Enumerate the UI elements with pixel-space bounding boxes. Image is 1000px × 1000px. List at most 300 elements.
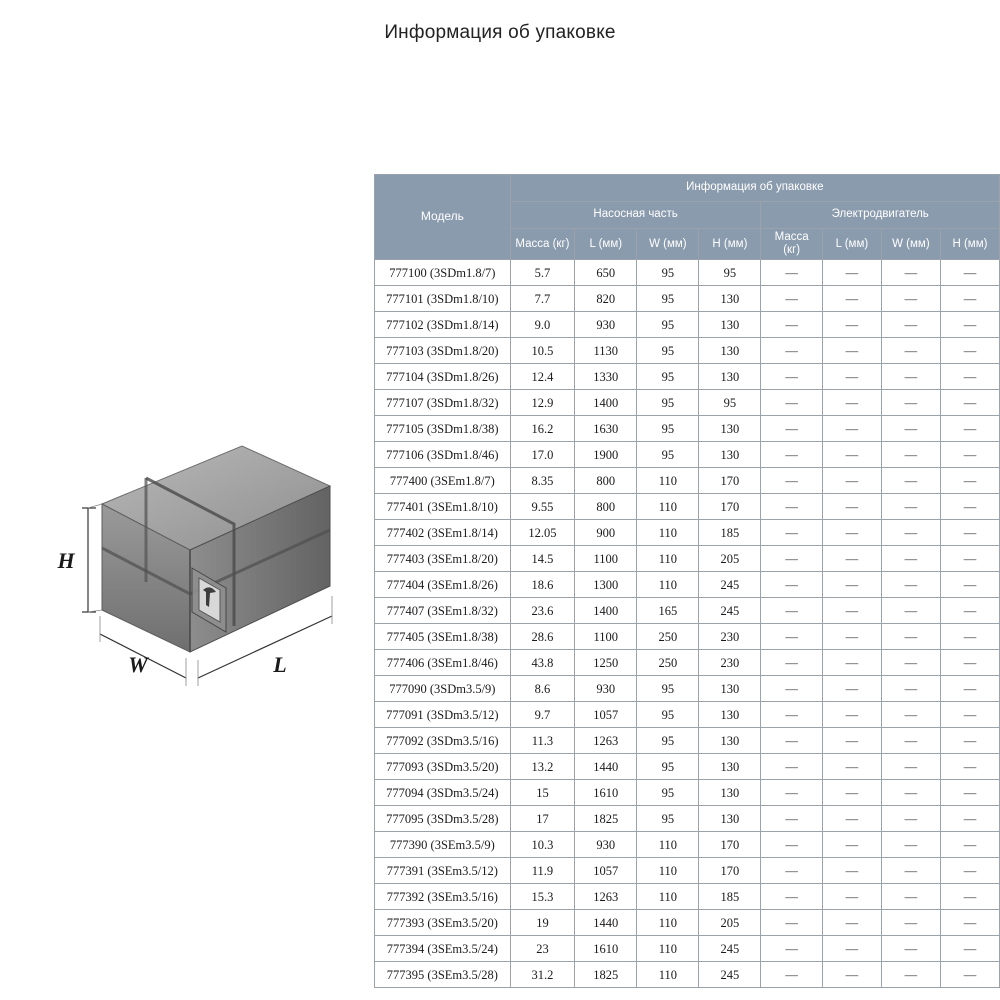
cell-model: 777393 (3SEm3.5/20) bbox=[375, 910, 511, 936]
cell-motor-l: — bbox=[822, 260, 881, 286]
cell-pump-h: 205 bbox=[699, 910, 761, 936]
cell-motor-w: — bbox=[881, 858, 940, 884]
table-row bbox=[375, 364, 1000, 390]
cell-motor-h: — bbox=[940, 520, 999, 546]
column-header-pump-h: H (мм) bbox=[699, 229, 761, 260]
cell-pump-h: 185 bbox=[699, 520, 761, 546]
cell-pump-w: 110 bbox=[637, 936, 699, 962]
cell-pump-l: 1057 bbox=[575, 858, 637, 884]
table-header-row-1 bbox=[375, 175, 1000, 202]
column-header-motor-mass: Масса (кг) bbox=[761, 229, 822, 260]
cell-pump-h: 170 bbox=[699, 468, 761, 494]
cell-motor-w: — bbox=[881, 442, 940, 468]
cell-pump-h: 230 bbox=[699, 624, 761, 650]
cell-model: 777402 (3SEm1.8/14) bbox=[375, 520, 511, 546]
cell-pump-h: 230 bbox=[699, 650, 761, 676]
cell-pump-w: 110 bbox=[637, 520, 699, 546]
table-row bbox=[375, 598, 1000, 624]
cell-pump-h: 130 bbox=[699, 442, 761, 468]
cell-pump-l: 1250 bbox=[575, 650, 637, 676]
cell-motor-mass: — bbox=[761, 728, 822, 754]
cell-motor-w: — bbox=[881, 962, 940, 988]
column-header-motor-w: W (мм) bbox=[881, 229, 940, 260]
cell-motor-l: — bbox=[822, 520, 881, 546]
cell-motor-h: — bbox=[940, 702, 999, 728]
cell-model: 777105 (3SDm1.8/38) bbox=[375, 416, 511, 442]
table-row bbox=[375, 936, 1000, 962]
cell-model: 777091 (3SDm3.5/12) bbox=[375, 702, 511, 728]
cell-motor-h: — bbox=[940, 832, 999, 858]
cell-motor-mass: — bbox=[761, 416, 822, 442]
cell-pump-h: 185 bbox=[699, 884, 761, 910]
table-row bbox=[375, 494, 1000, 520]
cell-pump-l: 1440 bbox=[575, 910, 637, 936]
dim-height-guide-top bbox=[88, 504, 102, 508]
cell-motor-mass: — bbox=[761, 910, 822, 936]
cell-motor-l: — bbox=[822, 572, 881, 598]
cell-pump-mass: 31.2 bbox=[510, 962, 575, 988]
column-header-motor-l: L (мм) bbox=[822, 229, 881, 260]
cell-pump-mass: 8.6 bbox=[510, 676, 575, 702]
cell-motor-h: — bbox=[940, 546, 999, 572]
box-diagram-svg bbox=[40, 420, 360, 700]
cell-pump-w: 110 bbox=[637, 962, 699, 988]
cell-pump-l: 1630 bbox=[575, 416, 637, 442]
column-header-motor-h: H (мм) bbox=[940, 229, 999, 260]
cell-motor-w: — bbox=[881, 650, 940, 676]
cell-motor-mass: — bbox=[761, 884, 822, 910]
cell-motor-w: — bbox=[881, 598, 940, 624]
cell-motor-h: — bbox=[940, 260, 999, 286]
cell-motor-h: — bbox=[940, 598, 999, 624]
cell-motor-w: — bbox=[881, 364, 940, 390]
cell-motor-h: — bbox=[940, 338, 999, 364]
package-box-illustration bbox=[40, 420, 360, 700]
cell-pump-w: 110 bbox=[637, 494, 699, 520]
cell-motor-mass: — bbox=[761, 572, 822, 598]
table-row bbox=[375, 650, 1000, 676]
cell-motor-w: — bbox=[881, 832, 940, 858]
cell-motor-w: — bbox=[881, 676, 940, 702]
package-info-table bbox=[374, 174, 1000, 988]
table-row bbox=[375, 546, 1000, 572]
cell-motor-h: — bbox=[940, 650, 999, 676]
cell-motor-mass: — bbox=[761, 858, 822, 884]
cell-pump-l: 800 bbox=[575, 494, 637, 520]
cell-pump-mass: 14.5 bbox=[510, 546, 575, 572]
cell-motor-l: — bbox=[822, 650, 881, 676]
cell-model: 777401 (3SEm1.8/10) bbox=[375, 494, 511, 520]
cell-pump-w: 95 bbox=[637, 338, 699, 364]
cell-motor-w: — bbox=[881, 468, 940, 494]
cell-motor-w: — bbox=[881, 520, 940, 546]
cell-pump-w: 110 bbox=[637, 832, 699, 858]
cell-pump-h: 130 bbox=[699, 416, 761, 442]
cell-motor-w: — bbox=[881, 494, 940, 520]
cell-pump-l: 930 bbox=[575, 676, 637, 702]
cell-motor-h: — bbox=[940, 806, 999, 832]
cell-motor-w: — bbox=[881, 624, 940, 650]
cell-motor-w: — bbox=[881, 910, 940, 936]
cell-pump-l: 1400 bbox=[575, 598, 637, 624]
cell-motor-mass: — bbox=[761, 702, 822, 728]
cell-pump-w: 95 bbox=[637, 312, 699, 338]
cell-motor-l: — bbox=[822, 364, 881, 390]
cell-pump-mass: 23.6 bbox=[510, 598, 575, 624]
cell-model: 777107 (3SDm1.8/32) bbox=[375, 390, 511, 416]
cell-pump-l: 1330 bbox=[575, 364, 637, 390]
cell-pump-mass: 9.55 bbox=[510, 494, 575, 520]
table-row bbox=[375, 676, 1000, 702]
cell-model: 777403 (3SEm1.8/20) bbox=[375, 546, 511, 572]
cell-motor-mass: — bbox=[761, 832, 822, 858]
cell-motor-h: — bbox=[940, 676, 999, 702]
table-header bbox=[375, 175, 1000, 260]
table-row bbox=[375, 286, 1000, 312]
cell-motor-h: — bbox=[940, 312, 999, 338]
table-row bbox=[375, 260, 1000, 286]
table-row bbox=[375, 416, 1000, 442]
cell-motor-mass: — bbox=[761, 754, 822, 780]
cell-motor-w: — bbox=[881, 936, 940, 962]
cell-motor-l: — bbox=[822, 624, 881, 650]
cell-model: 777406 (3SEm1.8/46) bbox=[375, 650, 511, 676]
cell-model: 777094 (3SDm3.5/24) bbox=[375, 780, 511, 806]
cell-motor-l: — bbox=[822, 884, 881, 910]
table-row bbox=[375, 884, 1000, 910]
table-row bbox=[375, 728, 1000, 754]
cell-pump-l: 930 bbox=[575, 832, 637, 858]
cell-motor-w: — bbox=[881, 312, 940, 338]
cell-pump-w: 95 bbox=[637, 728, 699, 754]
cell-model: 777400 (3SEm1.8/7) bbox=[375, 468, 511, 494]
cell-pump-w: 110 bbox=[637, 572, 699, 598]
table-row bbox=[375, 520, 1000, 546]
cell-pump-mass: 18.6 bbox=[510, 572, 575, 598]
table-row bbox=[375, 572, 1000, 598]
table-row bbox=[375, 624, 1000, 650]
cell-motor-mass: — bbox=[761, 520, 822, 546]
cell-pump-h: 130 bbox=[699, 806, 761, 832]
table-row bbox=[375, 442, 1000, 468]
table-row bbox=[375, 780, 1000, 806]
cell-pump-h: 130 bbox=[699, 312, 761, 338]
cell-pump-h: 130 bbox=[699, 780, 761, 806]
cell-motor-h: — bbox=[940, 884, 999, 910]
cell-motor-mass: — bbox=[761, 494, 822, 520]
cell-pump-l: 1057 bbox=[575, 702, 637, 728]
column-header-pump-mass: Масса (кг) bbox=[510, 229, 575, 260]
cell-motor-mass: — bbox=[761, 936, 822, 962]
table-row bbox=[375, 312, 1000, 338]
cell-pump-mass: 17 bbox=[510, 806, 575, 832]
cell-motor-mass: — bbox=[761, 806, 822, 832]
cell-model: 777101 (3SDm1.8/10) bbox=[375, 286, 511, 312]
cell-model: 777090 (3SDm3.5/9) bbox=[375, 676, 511, 702]
cell-pump-h: 170 bbox=[699, 494, 761, 520]
cell-motor-mass: — bbox=[761, 676, 822, 702]
cell-motor-w: — bbox=[881, 546, 940, 572]
column-header-pump-l: L (мм) bbox=[575, 229, 637, 260]
cell-pump-w: 250 bbox=[637, 624, 699, 650]
cell-pump-mass: 15.3 bbox=[510, 884, 575, 910]
cell-motor-mass: — bbox=[761, 312, 822, 338]
cell-pump-l: 1263 bbox=[575, 884, 637, 910]
cell-model: 777395 (3SEm3.5/28) bbox=[375, 962, 511, 988]
column-header-package-info: Информация об упаковке bbox=[510, 175, 999, 202]
cell-model: 777093 (3SDm3.5/20) bbox=[375, 754, 511, 780]
cell-pump-h: 205 bbox=[699, 546, 761, 572]
cell-motor-mass: — bbox=[761, 364, 822, 390]
cell-pump-mass: 15 bbox=[510, 780, 575, 806]
cell-pump-mass: 12.05 bbox=[510, 520, 575, 546]
cell-motor-mass: — bbox=[761, 650, 822, 676]
cell-motor-l: — bbox=[822, 936, 881, 962]
cell-pump-w: 110 bbox=[637, 884, 699, 910]
cell-motor-h: — bbox=[940, 494, 999, 520]
cell-pump-l: 1300 bbox=[575, 572, 637, 598]
cell-motor-h: — bbox=[940, 624, 999, 650]
cell-motor-h: — bbox=[940, 780, 999, 806]
cell-pump-mass: 43.8 bbox=[510, 650, 575, 676]
cell-motor-l: — bbox=[822, 858, 881, 884]
table-row bbox=[375, 702, 1000, 728]
cell-pump-w: 95 bbox=[637, 286, 699, 312]
cell-motor-h: — bbox=[940, 728, 999, 754]
cell-pump-w: 95 bbox=[637, 676, 699, 702]
cell-model: 777407 (3SEm1.8/32) bbox=[375, 598, 511, 624]
cell-pump-w: 110 bbox=[637, 858, 699, 884]
cell-pump-mass: 9.0 bbox=[510, 312, 575, 338]
cell-motor-mass: — bbox=[761, 390, 822, 416]
cell-pump-mass: 9.7 bbox=[510, 702, 575, 728]
cell-model: 777102 (3SDm1.8/14) bbox=[375, 312, 511, 338]
cell-pump-w: 95 bbox=[637, 390, 699, 416]
dimension-label-height: H bbox=[57, 548, 75, 573]
cell-motor-mass: — bbox=[761, 624, 822, 650]
cell-pump-l: 930 bbox=[575, 312, 637, 338]
cell-model: 777391 (3SEm3.5/12) bbox=[375, 858, 511, 884]
cell-pump-w: 95 bbox=[637, 780, 699, 806]
cell-motor-l: — bbox=[822, 468, 881, 494]
cell-model: 777100 (3SDm1.8/7) bbox=[375, 260, 511, 286]
table-row bbox=[375, 910, 1000, 936]
cell-motor-l: — bbox=[822, 442, 881, 468]
cell-pump-w: 95 bbox=[637, 806, 699, 832]
cell-pump-w: 95 bbox=[637, 442, 699, 468]
cell-pump-l: 650 bbox=[575, 260, 637, 286]
cell-motor-l: — bbox=[822, 676, 881, 702]
cell-motor-w: — bbox=[881, 416, 940, 442]
cell-motor-l: — bbox=[822, 754, 881, 780]
cell-pump-l: 800 bbox=[575, 468, 637, 494]
cell-motor-w: — bbox=[881, 286, 940, 312]
cell-motor-h: — bbox=[940, 858, 999, 884]
cell-motor-mass: — bbox=[761, 468, 822, 494]
table-row bbox=[375, 468, 1000, 494]
cell-motor-l: — bbox=[822, 312, 881, 338]
cell-pump-h: 95 bbox=[699, 260, 761, 286]
cell-motor-w: — bbox=[881, 338, 940, 364]
cell-pump-l: 1610 bbox=[575, 936, 637, 962]
cell-pump-h: 130 bbox=[699, 702, 761, 728]
cell-motor-l: — bbox=[822, 702, 881, 728]
cell-pump-h: 170 bbox=[699, 858, 761, 884]
cell-motor-mass: — bbox=[761, 338, 822, 364]
cell-pump-h: 95 bbox=[699, 390, 761, 416]
cell-pump-l: 1130 bbox=[575, 338, 637, 364]
table-row bbox=[375, 962, 1000, 988]
cell-motor-mass: — bbox=[761, 962, 822, 988]
cell-motor-h: — bbox=[940, 910, 999, 936]
cell-motor-h: — bbox=[940, 936, 999, 962]
cell-pump-h: 245 bbox=[699, 962, 761, 988]
cell-pump-w: 95 bbox=[637, 702, 699, 728]
cell-pump-l: 1400 bbox=[575, 390, 637, 416]
cell-pump-l: 1825 bbox=[575, 962, 637, 988]
cell-motor-w: — bbox=[881, 754, 940, 780]
cell-motor-h: — bbox=[940, 442, 999, 468]
cell-motor-h: — bbox=[940, 572, 999, 598]
cell-pump-mass: 7.7 bbox=[510, 286, 575, 312]
cell-model: 777390 (3SEm3.5/9) bbox=[375, 832, 511, 858]
cell-pump-w: 110 bbox=[637, 910, 699, 936]
cell-pump-l: 1440 bbox=[575, 754, 637, 780]
table-row bbox=[375, 754, 1000, 780]
table-body bbox=[375, 260, 1000, 988]
cell-pump-mass: 28.6 bbox=[510, 624, 575, 650]
dimension-label-length: L bbox=[273, 652, 287, 677]
cell-pump-h: 130 bbox=[699, 754, 761, 780]
dimension-label-width: W bbox=[128, 652, 148, 677]
cell-motor-l: — bbox=[822, 910, 881, 936]
cell-motor-h: — bbox=[940, 962, 999, 988]
cell-motor-w: — bbox=[881, 260, 940, 286]
cell-pump-w: 110 bbox=[637, 468, 699, 494]
cell-motor-h: — bbox=[940, 364, 999, 390]
cell-motor-l: — bbox=[822, 780, 881, 806]
table-row bbox=[375, 806, 1000, 832]
column-header-pump-w: W (мм) bbox=[637, 229, 699, 260]
cell-pump-mass: 5.7 bbox=[510, 260, 575, 286]
cell-model: 777392 (3SEm3.5/16) bbox=[375, 884, 511, 910]
cell-motor-h: — bbox=[940, 468, 999, 494]
cell-pump-h: 130 bbox=[699, 364, 761, 390]
cell-motor-h: — bbox=[940, 390, 999, 416]
cell-motor-l: — bbox=[822, 416, 881, 442]
cell-motor-l: — bbox=[822, 390, 881, 416]
cell-pump-w: 165 bbox=[637, 598, 699, 624]
cell-pump-mass: 11.9 bbox=[510, 858, 575, 884]
cell-pump-w: 110 bbox=[637, 546, 699, 572]
cell-pump-l: 1825 bbox=[575, 806, 637, 832]
table-row bbox=[375, 390, 1000, 416]
cell-pump-mass: 10.5 bbox=[510, 338, 575, 364]
cell-pump-mass: 11.3 bbox=[510, 728, 575, 754]
column-group-motor: Электродвигатель bbox=[761, 202, 1000, 229]
cell-motor-l: — bbox=[822, 832, 881, 858]
cell-model: 777394 (3SEm3.5/24) bbox=[375, 936, 511, 962]
cell-pump-mass: 12.9 bbox=[510, 390, 575, 416]
cell-model: 777404 (3SEm1.8/26) bbox=[375, 572, 511, 598]
cell-model: 777095 (3SDm3.5/28) bbox=[375, 806, 511, 832]
cell-pump-w: 95 bbox=[637, 754, 699, 780]
cell-pump-mass: 19 bbox=[510, 910, 575, 936]
cell-motor-l: — bbox=[822, 338, 881, 364]
cell-motor-mass: — bbox=[761, 286, 822, 312]
cell-model: 777103 (3SDm1.8/20) bbox=[375, 338, 511, 364]
table-row bbox=[375, 832, 1000, 858]
cell-model: 777106 (3SDm1.8/46) bbox=[375, 442, 511, 468]
cell-pump-l: 820 bbox=[575, 286, 637, 312]
cell-motor-mass: — bbox=[761, 780, 822, 806]
cell-motor-w: — bbox=[881, 728, 940, 754]
cell-pump-h: 170 bbox=[699, 832, 761, 858]
cell-pump-l: 1900 bbox=[575, 442, 637, 468]
cell-motor-l: — bbox=[822, 286, 881, 312]
cell-motor-l: — bbox=[822, 598, 881, 624]
cell-pump-l: 900 bbox=[575, 520, 637, 546]
cell-motor-h: — bbox=[940, 286, 999, 312]
cell-motor-l: — bbox=[822, 546, 881, 572]
cell-pump-l: 1100 bbox=[575, 624, 637, 650]
cell-pump-h: 130 bbox=[699, 286, 761, 312]
column-header-model: Модель bbox=[375, 175, 511, 260]
cell-pump-h: 130 bbox=[699, 338, 761, 364]
cell-pump-l: 1100 bbox=[575, 546, 637, 572]
cell-motor-w: — bbox=[881, 572, 940, 598]
cell-motor-w: — bbox=[881, 884, 940, 910]
table-row bbox=[375, 338, 1000, 364]
cell-model: 777092 (3SDm3.5/16) bbox=[375, 728, 511, 754]
cell-motor-l: — bbox=[822, 806, 881, 832]
cell-pump-mass: 23 bbox=[510, 936, 575, 962]
cell-motor-w: — bbox=[881, 390, 940, 416]
cell-pump-mass: 13.2 bbox=[510, 754, 575, 780]
cell-pump-mass: 16.2 bbox=[510, 416, 575, 442]
cell-pump-h: 245 bbox=[699, 598, 761, 624]
cell-pump-mass: 12.4 bbox=[510, 364, 575, 390]
cell-motor-l: — bbox=[822, 494, 881, 520]
cell-pump-mass: 17.0 bbox=[510, 442, 575, 468]
cell-pump-w: 95 bbox=[637, 364, 699, 390]
cell-model: 777405 (3SEm1.8/38) bbox=[375, 624, 511, 650]
cell-pump-l: 1263 bbox=[575, 728, 637, 754]
cell-pump-h: 130 bbox=[699, 728, 761, 754]
cell-pump-h: 245 bbox=[699, 572, 761, 598]
cell-pump-mass: 10.3 bbox=[510, 832, 575, 858]
cell-motor-h: — bbox=[940, 416, 999, 442]
cell-motor-l: — bbox=[822, 728, 881, 754]
cell-motor-mass: — bbox=[761, 546, 822, 572]
cell-motor-w: — bbox=[881, 780, 940, 806]
cell-motor-mass: — bbox=[761, 260, 822, 286]
cell-motor-h: — bbox=[940, 754, 999, 780]
page-title: Информация об упаковке bbox=[384, 22, 616, 43]
column-group-pump: Насосная часть bbox=[510, 202, 761, 229]
cell-motor-l: — bbox=[822, 962, 881, 988]
cell-motor-mass: — bbox=[761, 598, 822, 624]
table-row bbox=[375, 858, 1000, 884]
cell-pump-l: 1610 bbox=[575, 780, 637, 806]
cell-motor-mass: — bbox=[761, 442, 822, 468]
cell-pump-h: 130 bbox=[699, 676, 761, 702]
cell-pump-w: 250 bbox=[637, 650, 699, 676]
cell-pump-h: 245 bbox=[699, 936, 761, 962]
cell-pump-w: 95 bbox=[637, 260, 699, 286]
cell-pump-mass: 8.35 bbox=[510, 468, 575, 494]
cell-model: 777104 (3SDm1.8/26) bbox=[375, 364, 511, 390]
